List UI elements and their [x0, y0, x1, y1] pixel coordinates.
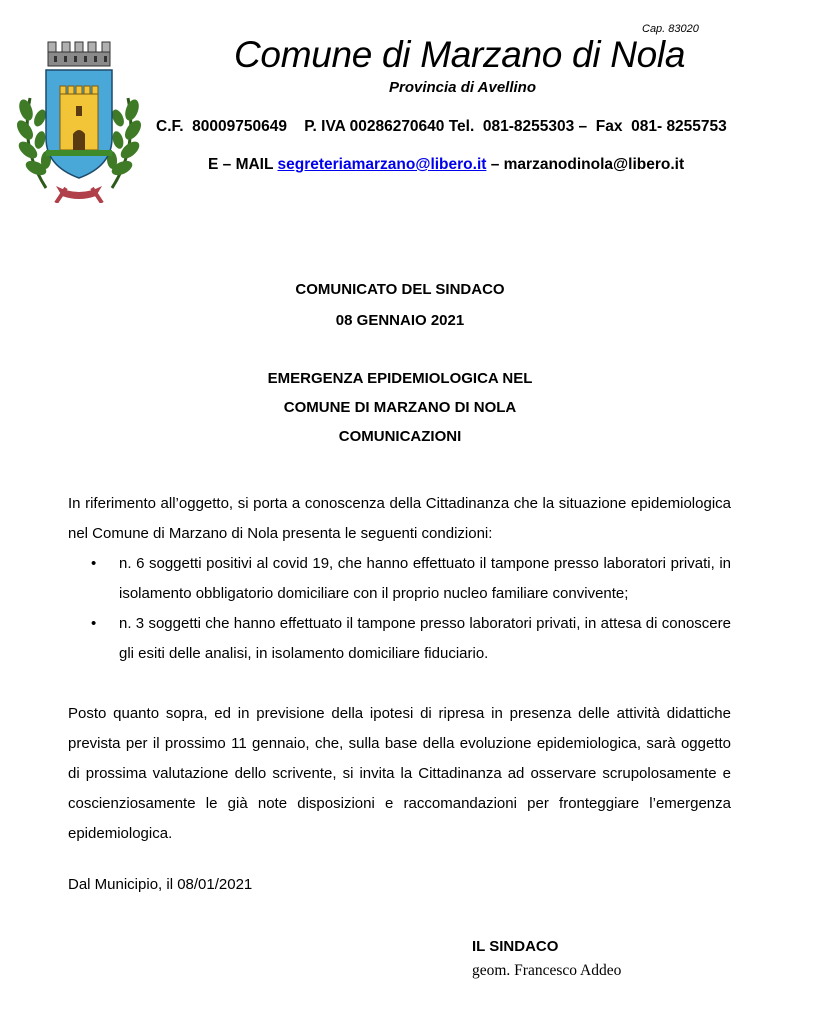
email-line	[208, 156, 684, 174]
communique-date: 08 GENNAIO 2021	[335, 312, 465, 329]
list-item	[91, 549, 731, 609]
postal-code: Cap. 83020	[642, 23, 699, 35]
list-item-text: n. 3 soggetti che hanno effettuato il tampone presso laboratori privati, in attesa di conoscere gli esiti delle analisi, in isolamento domiciliare fiduciario.	[119, 615, 731, 662]
bullet-icon: •	[91, 555, 97, 572]
email-suffix: – marzanodinola@libero.it	[486, 156, 685, 173]
list-item	[91, 609, 731, 669]
subject-line-2: COMUNE DI MARZANO DI NOLA	[283, 399, 517, 416]
list-item-text: n. 6 soggetti positivi al covid 19, che hanno effettuato il tampone presso laboratori privati, in isolamento obbligatorio domiciliare con il proprio nucleo familiare convivente;	[119, 555, 731, 602]
intro-paragraph: In riferimento all’oggetto, si porta a conoscenza della Cittadinanza che la situazione epidemiologica nel Comune di Marzano di Nola presenta le seguenti condizioni:	[68, 495, 731, 542]
conditions-list	[91, 549, 731, 669]
tax-contact-line: C.F. 80009750649 P. IVA 00286270640 Tel. 081-8255303 – Fax 081- 8255753	[156, 118, 727, 135]
email-prefix: E – MAIL	[208, 156, 278, 173]
closing-line: Dal Municipio, il 08/01/2021	[68, 876, 253, 893]
signature-name: geom. Francesco Addeo	[472, 962, 622, 979]
subject-line-3: COMUNICAZIONI	[338, 428, 462, 445]
municipal-crest-icon	[16, 38, 142, 203]
municipality-name: Comune di Marzano di Nola	[234, 34, 686, 75]
bullet-icon: •	[91, 615, 97, 632]
email-link[interactable]: segreteriamarzano@libero.it	[277, 156, 487, 173]
main-paragraph: Posto quanto sopra, ed in previsione della ipotesi di ripresa in presenza delle attività didattiche prevista per il prossimo 11 gennaio, che, sulla base della evoluzione epidemiologica, sarà oggetto di prossima valutazione dello scrivente, si invita la Cittadinanza ad osservare scrupolosamente e coscienziosamente le già note disposizioni e raccomandazioni per fronteggiare l’emergenza epidemiologica.	[68, 705, 731, 842]
signature-title: IL SINDACO	[472, 938, 559, 955]
province-name: Provincia di Avellino	[389, 79, 536, 96]
subject-line-1: EMERGENZA EPIDEMIOLOGICA NEL	[267, 370, 533, 387]
communique-title: COMUNICATO DEL SINDACO	[295, 281, 505, 298]
